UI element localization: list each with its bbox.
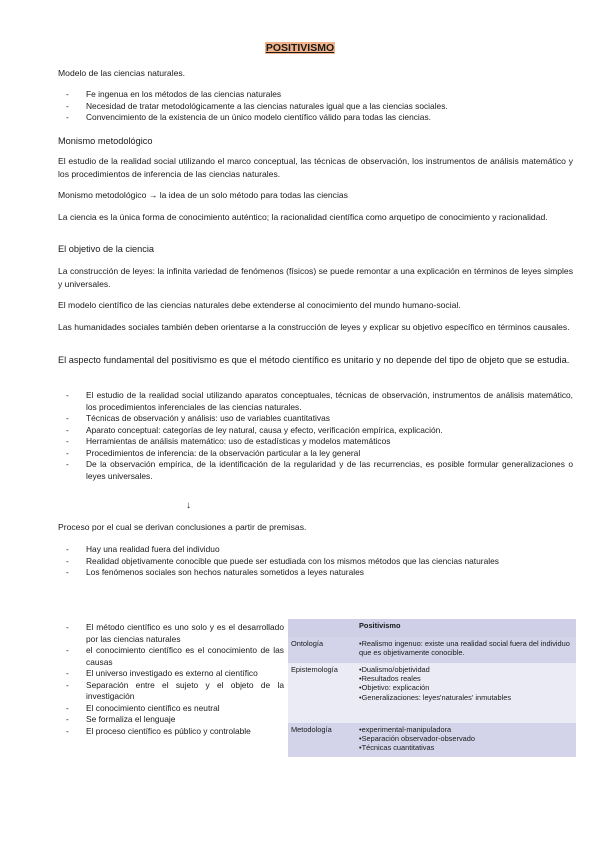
proceso-bullet-list	[66, 544, 573, 579]
table-cell	[356, 723, 576, 757]
cell-line: •experimental-manipuladora	[359, 725, 452, 734]
positivismo-table	[288, 619, 576, 757]
table-row-label: Ontología	[288, 637, 356, 663]
list-item: - El conocimiento científico es neutral	[66, 703, 284, 715]
list-item: - El proceso científico es público y controlable	[66, 726, 284, 738]
paragraph: Proceso por el cual se derivan conclusiones a partir de premisas.	[58, 522, 307, 532]
list-item: - Técnicas de observación y análisis: uso de variables cuantitativas	[66, 413, 573, 425]
list-item: - El método científico es uno solo y es el desarrollado por las ciencias naturales	[66, 622, 284, 645]
intro-bullet-list	[66, 89, 573, 124]
cell-line: •Separación observador-observado	[359, 734, 475, 744]
table-header-cell: Positivismo	[356, 619, 576, 637]
down-arrow-icon: ↓	[186, 500, 191, 511]
list-item: - Se formaliza el lenguaje	[66, 714, 284, 726]
table-header-row	[288, 619, 576, 637]
list-item: - Fe ingenua en los métodos de las ciencias naturales	[66, 89, 573, 101]
title-text: POSITIVISMO	[265, 42, 335, 54]
section-heading: El objetivo de la ciencia	[58, 244, 155, 254]
table-row	[288, 663, 576, 723]
list-item: - De la observación empírica, de la identificación de la regularidad y de las recurrencias, es posible formular generalizaciones o leyes universales.	[66, 459, 573, 482]
table-cell	[356, 637, 576, 663]
list-item: - Procedimientos de inferencia: de la observación particular a la ley general	[66, 448, 573, 460]
table-row	[288, 637, 576, 663]
list-item: - Aparato conceptual: categorías de ley natural, causa y efecto, verificación empírica, explicación.	[66, 425, 573, 437]
cell-line: •Realismo ingenuo: existe una realidad social fuera del individuo que es objetivamente conocible.	[359, 639, 570, 658]
list-item: - el conocimiento científico es el conocimiento de las causas	[66, 645, 284, 668]
table-row-label: Epistemología	[288, 663, 356, 723]
table-row	[288, 723, 576, 757]
cell-line: •Generalizaciones: leyes'naturales' inmutables	[359, 692, 512, 702]
paragraph: La ciencia es la única forma de conocimiento auténtico; la racionalidad científica como arquetipo de conocimiento y racionalidad.	[58, 212, 548, 222]
list-item: - El estudio de la realidad social utilizando aparatos conceptuales, técnicas de observación, instrumentos de análisis matemático, los procedimientos inferenciales de las ciencias naturales.	[66, 390, 573, 413]
intro-text: Modelo de las ciencias naturales.	[58, 68, 186, 78]
paragraph: Monismo metodológico → la idea de un solo método para todas las ciencias	[58, 190, 348, 200]
list-item: - El universo investigado es externo al científico	[66, 668, 284, 680]
list-item: - Hay una realidad fuera del individuo	[66, 544, 573, 556]
list-item: - Convencimiento de la existencia de un único modelo científico válido para todas las ciencias.	[66, 112, 573, 124]
list-item: - Los fenómenos sociales son hechos naturales sometidos a leyes naturales	[66, 567, 573, 579]
paragraph: Las humanidades sociales también deben orientarse a la construcción de leyes y explicar su objetivo específico en términos causales.	[58, 322, 570, 332]
list-item: - Separación entre el sujeto y el objeto de la investigación	[66, 680, 284, 703]
paragraph: El modelo científico de las ciencias naturales debe extenderse al conocimiento del mundo humano-social.	[58, 300, 461, 310]
aspecto-bullet-list	[66, 390, 573, 482]
cell-line: •Objetivo: explicación	[359, 683, 430, 693]
page-title	[0, 42, 600, 54]
section-heading: Monismo metodológico	[58, 136, 153, 146]
list-item: - Necesidad de tratar metodológicamente a las ciencias naturales igual que a las ciencias sociales.	[66, 101, 573, 113]
cell-line: •Resultados reales	[359, 674, 421, 684]
cell-line: •Dualismo/objetividad	[359, 665, 430, 674]
list-item: - Realidad objetivamente conocible que puede ser estudiada con los mismos métodos que las ciencias naturales	[66, 556, 573, 568]
table-header-cell	[288, 619, 356, 637]
table-row-label: Metodología	[288, 723, 356, 757]
paragraph: El estudio de la realidad social utilizando el marco conceptual, las técnicas de observación, los instrumentos de análisis matemático y los procedimientos de inferencia de las ciencias naturales.	[58, 156, 573, 179]
paragraph: La construcción de leyes: la infinita variedad de fenómenos (físicos) se puede remontar a una explicación en términos de leyes simples y universales.	[58, 266, 573, 289]
cell-line: •Técnicas cuantitativas	[359, 743, 435, 753]
paragraph: El aspecto fundamental del positivismo es que el método científico es unitario y no depende del tipo de objeto que se estudia.	[58, 355, 570, 365]
table-cell	[356, 663, 576, 723]
final-bullet-list	[66, 622, 284, 737]
list-item: - Herramientas de análisis matemático: uso de estadísticas y modelos matemáticos	[66, 436, 573, 448]
